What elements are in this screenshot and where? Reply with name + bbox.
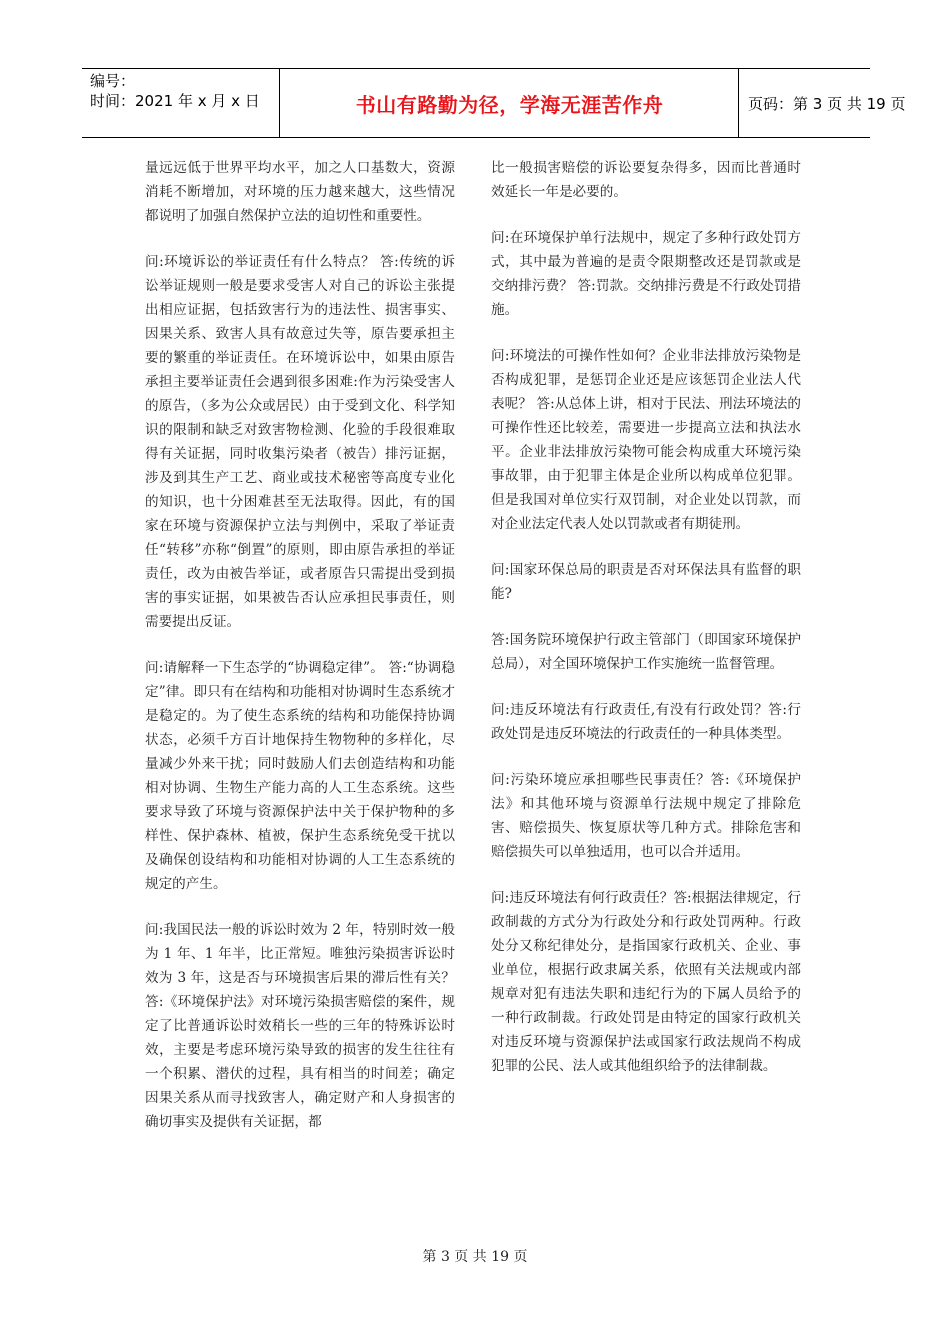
header-divider bbox=[279, 69, 280, 137]
header-divider bbox=[738, 69, 739, 137]
left-column bbox=[145, 156, 455, 1156]
document-date: 时间：2021 年 x 月 x 日 bbox=[90, 92, 260, 110]
header-motto: 书山有路勤为径，学海无涯苦作舟 bbox=[355, 92, 664, 117]
page-header bbox=[82, 68, 906, 138]
header-page-info: 页码：第 3 页 共 19 页 bbox=[748, 94, 906, 113]
paragraph: 问:请解释一下生态学的“协调稳定律”。 答:“协调稳定”律。即只有在结构和功能相对协调时生态系统才是稳定的。为了使生态系统的结构和功能保持协调状态，必须千方百计地保持生物物种的多样化，尽量减少外来干扰；同时鼓励人们去创造结构和功能相对协调、生物生产能力高的人工生态系统。这些要求导致了环境与资源保护法中关于保护物种的多样性、保护森林、植被，保护生态系统免受干扰以及确保创设结构和功能相对协调的人工生态系统的规定的产生。 bbox=[145, 660, 455, 892]
paragraph: 问:国家环保总局的职责是否对环保法具有监督的职能? bbox=[491, 562, 801, 602]
paragraph: 问:污染环境应承担哪些民事责任？答:《环境保护法》和其他环境与资源单行法规中规定了排除危害、赔偿损失、恢复原状等几种方式。排除危害和赔偿损失可以单独适用，也可以合并适用。 bbox=[491, 772, 801, 860]
header-meta bbox=[90, 71, 278, 135]
document-number: 编号： bbox=[90, 72, 136, 90]
paragraph: 量远远低于世界平均水平，加之人口基数大，资源消耗不断增加，对环境的压力越来越大，这些情况都说明了加强自然保护立法的迫切性和重要性。 bbox=[145, 160, 455, 224]
right-column bbox=[491, 156, 801, 1100]
page-footer: 第 3 页 共 19 页 bbox=[422, 1249, 528, 1265]
paragraph: 问:环境诉讼的举证责任有什么特点？ 答:传统的诉讼举证规则一般是要求受害人对自己的诉讼主张提出相应证据，包括致害行为的违法性、损害事实、因果关系、致害人具有故意过失等，原告要承担主要的繁重的举证责任。在环境诉讼中，如果由原告承担主要举证责任会遇到很多困难:作为污染受害人的原告，（多为公众或居民）由于受到文化、科学知识的限制和缺乏对致害物检测、化验的手段很难取得有关证据，同时收集污染者（被告）排污证据，涉及到其生产工艺、商业或技术秘密等高度专业化的知识，也十分困难甚至无法取得。因此，有的国家在环境与资源保护立法与判例中，采取了举证责任“转移”亦称“倒置”的原则，即由原告承担的举证责任，改为由被告举证，或者原告只需提出受到损害的事实证据，如果被告否认应承担民事责任，则需要提出反证。 bbox=[145, 254, 455, 630]
paragraph: 问:在环境保护单行法规中，规定了多种行政处罚方式，其中最为普遍的是责令限期整改还是罚款或是交纳排污费？ 答:罚款。交纳排污费是不行政处罚措施。 bbox=[491, 230, 801, 318]
paragraph: 答:国务院环境保护行政主管部门（即国家环境保护总局），对全国环境保护工作实施统一监督管理。 bbox=[491, 632, 801, 672]
paragraph: 问:违反环境法有行政责任,有没有行政处罚？答:行政处罚是违反环境法的行政责任的一种具体类型。 bbox=[491, 702, 801, 742]
paragraph: 比一般损害赔偿的诉讼要复杂得多，因而比普通时效延长一年是必要的。 bbox=[491, 160, 801, 200]
paragraph: 问:环境法的可操作性如何？企业非法排放污染物是否构成犯罪，是惩罚企业还是应该惩罚企业法人代表呢？ 答:从总体上讲，相对于民法、刑法环境法的可操作性还比较差，需要进一步提高立法和执法水平。企业非法排放污染物可能会构成重大环境污染事故罪，由于犯罪主体是企业所以构成单位犯罪。但是我国对单位实行双罚制，对企业处以罚款，而对企业法定代表人处以罚款或者有期徒刑。 bbox=[491, 348, 801, 532]
paragraph: 问:违反环境法有何行政责任？答:根据法律规定，行政制裁的方式分为行政处分和行政处罚两种。行政处分又称纪律处分，是指国家行政机关、企业、事业单位，根据行政隶属关系，依照有关法规或内部规章对犯有违法失职和违纪行为的下属人员给予的一种行政制裁。行政处罚是由特定的国家行政机关对违反环境与资源保护法或国家行政法规尚不构成犯罪的公民、法人或其他组织给予的法律制裁。 bbox=[491, 890, 801, 1074]
paragraph: 问:我国民法一般的诉讼时效为 2 年，特别时效一般为 1 年、1 年半，比正常短。唯独污染损害诉讼时效为 3 年，这是否与环境损害后果的滞后性有关？ 答:《环境保护法》对环境污染损害赔偿的案件，规定了比普通诉讼时效稍长一些的三年的特殊诉讼时效，主要是考虑环境污染导致的损害的发生往往有一个积累、潜伏的过程，具有相当的时间差；确定因果关系从而寻找致害人，确定财产和人身损害的确切事实及提供有关证据，都 bbox=[145, 922, 455, 1130]
